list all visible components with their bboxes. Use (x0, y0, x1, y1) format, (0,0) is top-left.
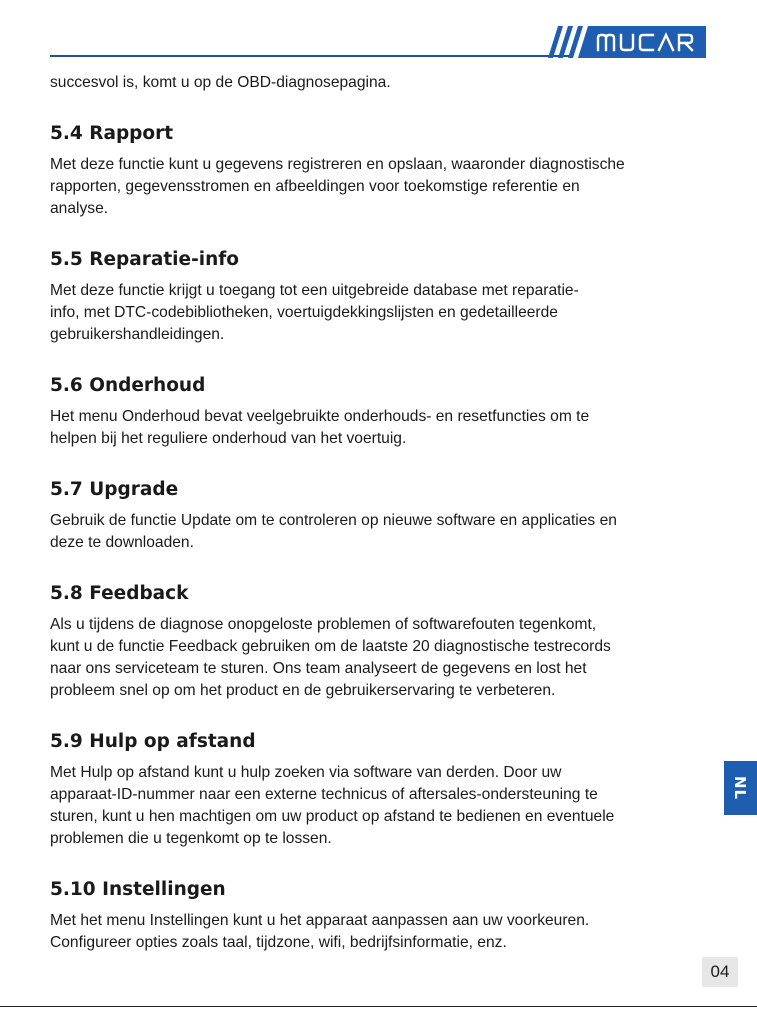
page-content (50, 72, 715, 954)
section-body (50, 762, 715, 850)
section-rapport (50, 122, 715, 220)
section-body (50, 406, 715, 450)
header-rule (50, 55, 570, 57)
body-line: Het menu Onderhoud bevat veelgebruikte onderhouds- en resetfuncties om te (50, 408, 590, 425)
section-body (50, 510, 715, 554)
section-heading: 5.7 Upgrade (50, 479, 179, 500)
section-heading: 5.5 Reparatie-info (50, 249, 240, 270)
section-body (50, 154, 715, 220)
section-body (50, 614, 715, 702)
language-label: NL (731, 775, 750, 801)
body-line: apparaat-ID-nummer naar een externe technicus of aftersales-ondersteuning te (50, 786, 598, 803)
body-line: Met Hulp op afstand kunt u hulp zoeken via software van derden. Door uw (50, 764, 562, 781)
body-line: gebruikershandleidingen. (50, 326, 225, 343)
section-body (50, 910, 715, 954)
footer-rule (0, 1006, 757, 1007)
section-hulp-op-afstand (50, 730, 715, 850)
body-line: rapporten, gegevensstromen en afbeeldingen voor toekomstige referentie en (50, 178, 580, 195)
body-line: Met deze functie krijgt u toegang tot een uitgebreide database met reparatie- (50, 282, 579, 299)
body-line: naar ons serviceteam te sturen. Ons team analyseert de gegevens en lost het (50, 660, 587, 677)
intro-paragraph: succesvol is, komt u op de OBD-diagnosepagina. (50, 74, 391, 91)
body-line: helpen bij het reguliere onderhoud van het voertuig. (50, 430, 407, 447)
section-heading: 5.9 Hulp op afstand (50, 731, 256, 752)
section-body (50, 280, 715, 346)
section-heading: 5.4 Rapport (50, 123, 174, 144)
body-line: Gebruik de functie Update om te controleren op nieuwe software en applicaties en (50, 512, 617, 529)
body-line: Met het menu Instellingen kunt u het apparaat aanpassen aan uw voorkeuren. (50, 912, 590, 929)
body-line: sturen, kunt u hen machtigen om uw product op afstand te bedienen en eventuele (50, 808, 615, 825)
body-line: Met deze functie kunt u gegevens registreren en opslaan, waaronder diagnostische (50, 156, 625, 173)
section-reparatie-info (50, 248, 715, 346)
body-line: Configureer opties zoals taal, tijdzone, wifi, bedrijfsinformatie, enz. (50, 934, 507, 951)
language-tab (724, 761, 757, 815)
section-feedback (50, 582, 715, 702)
page-number: 04 (702, 957, 738, 987)
section-onderhoud (50, 374, 715, 450)
section-heading: 5.6 Onderhoud (50, 375, 206, 396)
body-line: info, met DTC-codebibliotheken, voertuigdekkingslijsten en gedetailleerde (50, 304, 558, 321)
body-line: deze te downloaden. (50, 534, 194, 551)
body-line: analyse. (50, 200, 109, 217)
section-heading: 5.10 Instellingen (50, 879, 226, 900)
mucar-logo (544, 26, 706, 58)
body-line: problemen die u tegenkomt op te lossen. (50, 830, 332, 847)
section-heading: 5.8 Feedback (50, 583, 189, 604)
body-line: Als u tijdens de diagnose onopgeloste problemen of softwarefouten tegenkomt, (50, 616, 597, 633)
body-line: kunt u de functie Feedback gebruiken om de laatste 20 diagnostische testrecords (50, 638, 611, 655)
section-upgrade (50, 478, 715, 554)
body-line: probleem snel op om het product en de gebruikerservaring te verbeteren. (50, 682, 556, 699)
section-instellingen (50, 878, 715, 954)
